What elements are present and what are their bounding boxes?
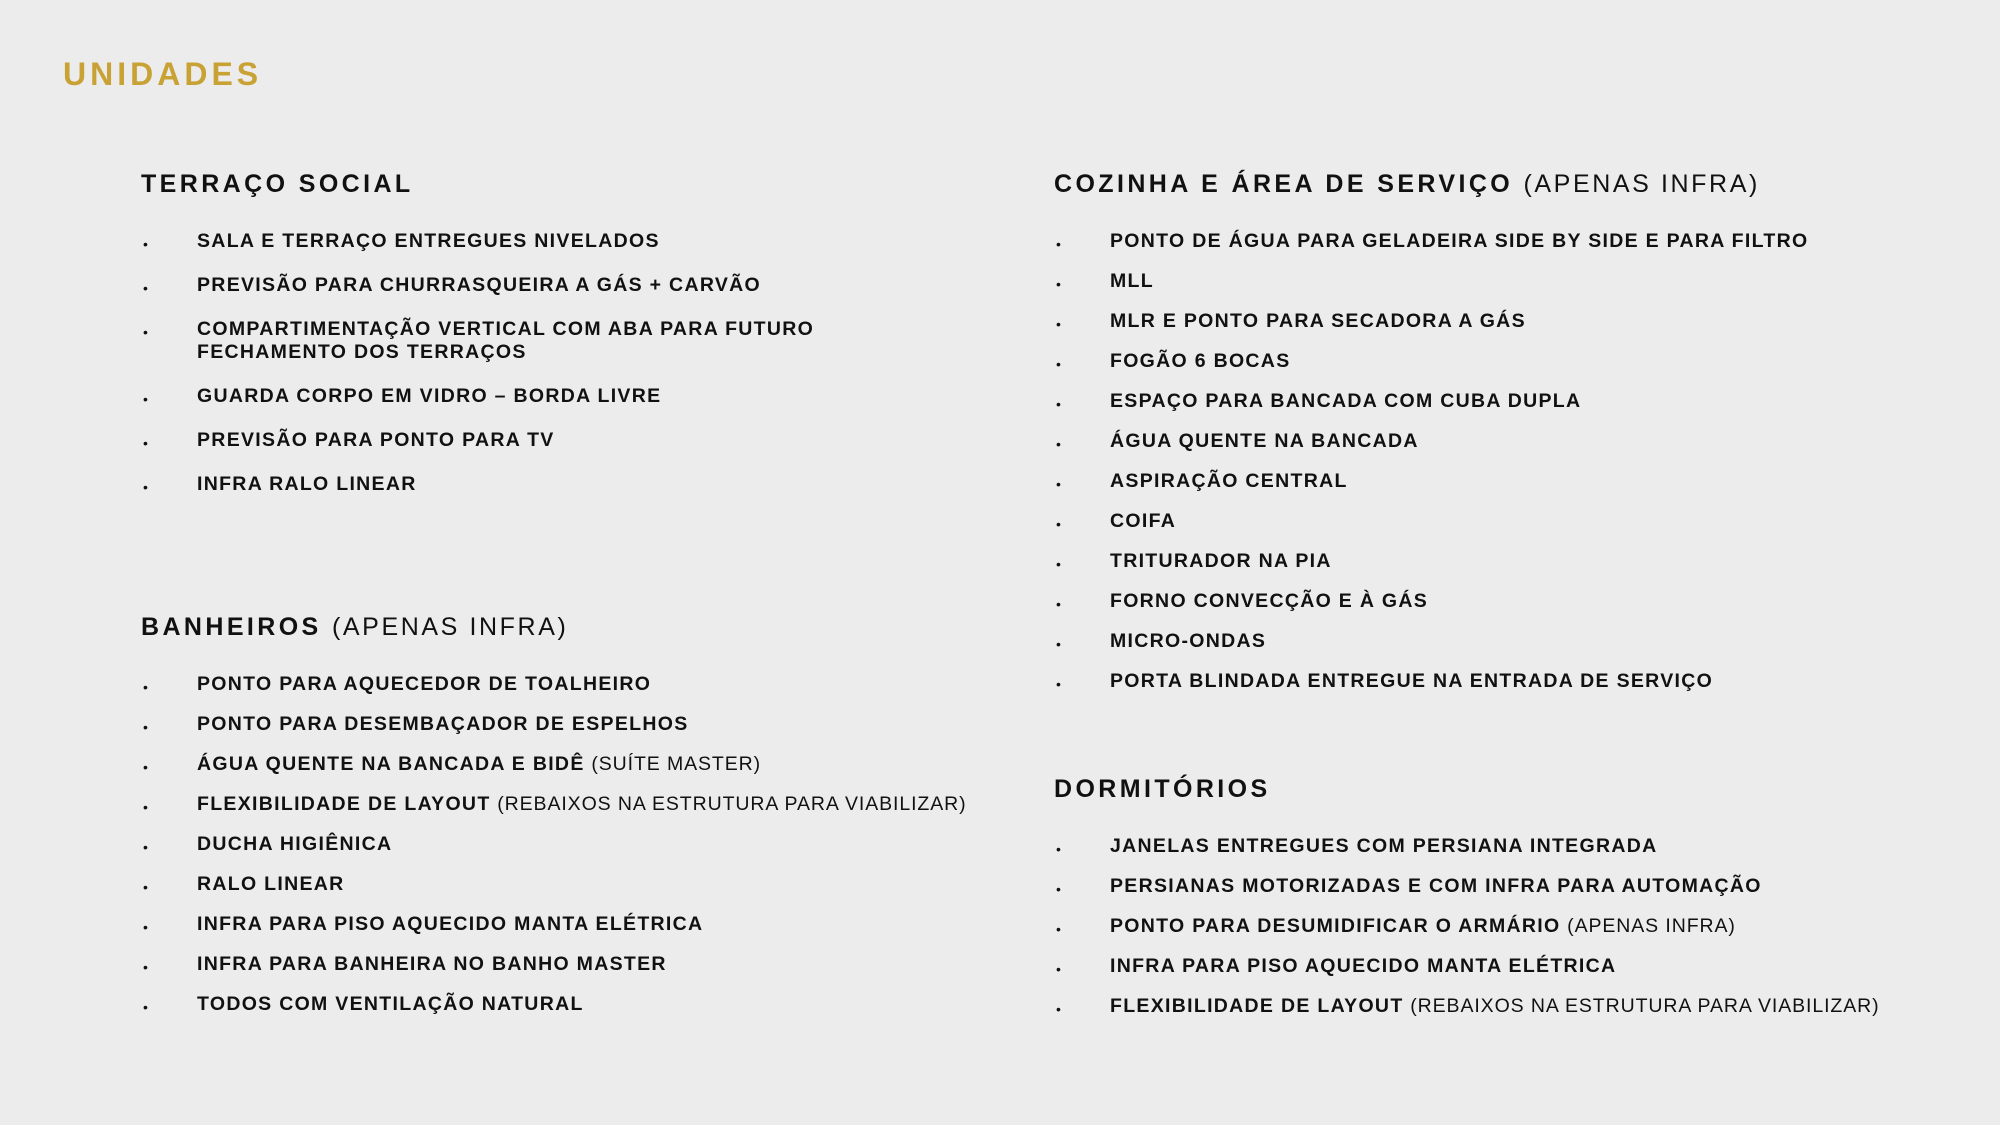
item-text: MLL bbox=[1110, 270, 1154, 292]
list-item bbox=[1054, 430, 1808, 453]
list-item bbox=[1054, 995, 1880, 1018]
item-text: INFRA PARA PISO AQUECIDO MANTA ELÉTRICA bbox=[1110, 955, 1617, 977]
list-item bbox=[1054, 835, 1880, 858]
item-text: TRITURADOR NA PIA bbox=[1110, 550, 1332, 572]
item-note: (REBAIXOS NA ESTRUTURA PARA VIABILIZAR) bbox=[1410, 995, 1880, 1017]
item-text: PORTA BLINDADA ENTREGUE NA ENTRADA DE SERVIÇO bbox=[1110, 670, 1714, 692]
bullet-icon: • bbox=[1056, 556, 1063, 572]
item-text: SALA E TERRAÇO ENTREGUES NIVELADOS bbox=[197, 230, 660, 252]
bullet-icon: • bbox=[143, 236, 150, 252]
list-item bbox=[141, 833, 967, 856]
section-heading bbox=[1054, 172, 1808, 197]
list-item bbox=[1054, 875, 1880, 898]
list-item bbox=[1054, 915, 1880, 938]
list-item bbox=[141, 274, 814, 297]
list-item bbox=[141, 318, 814, 364]
item-text: JANELAS ENTREGUES COM PERSIANA INTEGRADA bbox=[1110, 835, 1658, 857]
item-text: ASPIRAÇÃO CENTRAL bbox=[1110, 470, 1348, 492]
bullet-icon: • bbox=[143, 999, 150, 1015]
bullet-icon: • bbox=[143, 435, 150, 451]
item-list bbox=[141, 230, 814, 496]
section-banheiros bbox=[141, 615, 967, 1033]
bullet-icon: • bbox=[1056, 276, 1063, 292]
list-item bbox=[141, 753, 967, 776]
bullet-icon: • bbox=[1056, 961, 1063, 977]
bullet-icon: • bbox=[1056, 596, 1063, 612]
section-heading-note: (APENAS INFRA) bbox=[331, 613, 569, 641]
list-item bbox=[1054, 955, 1880, 978]
list-item bbox=[1054, 550, 1808, 573]
section-heading-note: (APENAS INFRA) bbox=[1523, 170, 1760, 198]
section-dormitorios bbox=[1054, 777, 1880, 1035]
item-list bbox=[1054, 835, 1880, 1018]
bullet-icon: • bbox=[143, 919, 150, 935]
item-text: FLEXIBILIDADE DE LAYOUT bbox=[1110, 995, 1404, 1017]
page-title: UNIDADES bbox=[63, 56, 263, 92]
bullet-icon: • bbox=[1056, 881, 1063, 897]
item-text: FLEXIBILIDADE DE LAYOUT bbox=[197, 793, 491, 815]
section-heading bbox=[141, 615, 967, 640]
bullet-icon: • bbox=[1056, 1001, 1063, 1017]
section-heading-title: TERRAÇO SOCIAL bbox=[141, 170, 414, 198]
item-text: FORNO CONVECÇÃO E À GÁS bbox=[1110, 590, 1429, 612]
bullet-icon: • bbox=[1056, 356, 1063, 372]
item-text: INFRA PARA PISO AQUECIDO MANTA ELÉTRICA bbox=[197, 913, 704, 935]
list-item bbox=[1054, 310, 1808, 333]
bullet-icon: • bbox=[1056, 921, 1063, 937]
item-text-line-2: FECHAMENTO DOS TERRAÇOS bbox=[197, 341, 527, 363]
item-text: INFRA PARA BANHEIRA NO BANHO MASTER bbox=[197, 953, 667, 975]
list-item bbox=[141, 953, 967, 976]
bullet-icon: • bbox=[143, 679, 150, 695]
item-text-line-1: COMPARTIMENTAÇÃO VERTICAL COM ABA PARA FUTURO bbox=[197, 318, 815, 340]
bullet-icon: • bbox=[143, 799, 150, 815]
list-item bbox=[1054, 510, 1808, 533]
item-text: MLR E PONTO PARA SECADORA A GÁS bbox=[1110, 310, 1526, 332]
item-note: (APENAS INFRA) bbox=[1567, 915, 1736, 937]
item-text: TODOS COM VENTILAÇÃO NATURAL bbox=[197, 993, 584, 1015]
item-text: MICRO-ONDAS bbox=[1110, 630, 1267, 652]
list-item bbox=[141, 385, 814, 408]
item-text: ÁGUA QUENTE NA BANCADA E BIDÊ bbox=[197, 753, 585, 775]
item-text: PONTO DE ÁGUA PARA GELADEIRA SIDE BY SIDE E PARA FILTRO bbox=[1110, 230, 1809, 252]
list-item bbox=[141, 429, 814, 452]
bullet-icon: • bbox=[1056, 236, 1063, 252]
bullet-icon: • bbox=[143, 959, 150, 975]
item-text: ÁGUA QUENTE NA BANCADA bbox=[1110, 430, 1419, 452]
bullet-icon: • bbox=[143, 879, 150, 895]
section-heading-title: BANHEIROS bbox=[141, 613, 322, 641]
section-heading bbox=[1054, 777, 1880, 802]
item-text: PREVISÃO PARA PONTO PARA TV bbox=[197, 429, 555, 451]
list-item bbox=[141, 873, 967, 896]
list-item bbox=[1054, 390, 1808, 413]
bullet-icon: • bbox=[1056, 316, 1063, 332]
list-item bbox=[141, 473, 814, 496]
list-item bbox=[141, 230, 814, 253]
list-item bbox=[141, 713, 967, 736]
bullet-icon: • bbox=[1056, 436, 1063, 452]
bullet-icon: • bbox=[1056, 516, 1063, 532]
item-text: COIFA bbox=[1110, 510, 1177, 532]
item-text: DUCHA HIGIÊNICA bbox=[197, 833, 393, 855]
section-heading bbox=[141, 172, 814, 197]
list-item bbox=[1054, 590, 1808, 613]
bullet-icon: • bbox=[1056, 476, 1063, 492]
item-text: GUARDA CORPO EM VIDRO – BORDA LIVRE bbox=[197, 385, 662, 407]
bullet-icon: • bbox=[143, 839, 150, 855]
list-item bbox=[141, 673, 967, 696]
item-list bbox=[141, 673, 967, 1016]
list-item bbox=[1054, 470, 1808, 493]
item-text: PONTO PARA DESUMIDIFICAR O ARMÁRIO bbox=[1110, 915, 1561, 937]
item-text: PERSIANAS MOTORIZADAS E COM INFRA PARA AUTOMAÇÃO bbox=[1110, 875, 1762, 897]
list-item bbox=[141, 993, 967, 1016]
item-text: INFRA RALO LINEAR bbox=[197, 473, 417, 495]
section-heading-title: COZINHA E ÁREA DE SERVIÇO bbox=[1054, 170, 1514, 198]
section-cozinha-area-servico bbox=[1054, 172, 1808, 710]
bullet-icon: • bbox=[1056, 636, 1063, 652]
item-note: (REBAIXOS NA ESTRUTURA PARA VIABILIZAR) bbox=[497, 793, 967, 815]
bullet-icon: • bbox=[143, 719, 150, 735]
list-item bbox=[1054, 270, 1808, 293]
bullet-icon: • bbox=[143, 391, 150, 407]
item-text: RALO LINEAR bbox=[197, 873, 345, 895]
item-text: PONTO PARA AQUECEDOR DE TOALHEIRO bbox=[197, 673, 652, 695]
section-heading-title: DORMITÓRIOS bbox=[1054, 775, 1271, 803]
list-item bbox=[1054, 230, 1808, 253]
bullet-icon: • bbox=[143, 759, 150, 775]
list-item bbox=[141, 793, 967, 816]
list-item bbox=[1054, 350, 1808, 373]
item-list bbox=[1054, 230, 1808, 693]
section-terraco-social bbox=[141, 172, 814, 517]
item-text: PONTO PARA DESEMBAÇADOR DE ESPELHOS bbox=[197, 713, 689, 735]
item-note: (SUÍTE MASTER) bbox=[591, 753, 762, 775]
item-text: ESPAÇO PARA BANCADA COM CUBA DUPLA bbox=[1110, 390, 1582, 412]
bullet-icon: • bbox=[1056, 841, 1063, 857]
list-item bbox=[141, 913, 967, 936]
bullet-icon: • bbox=[1056, 676, 1063, 692]
item-text: FOGÃO 6 BOCAS bbox=[1110, 350, 1291, 372]
bullet-icon: • bbox=[143, 479, 150, 495]
bullet-icon: • bbox=[1056, 396, 1063, 412]
bullet-icon: • bbox=[143, 280, 150, 296]
list-item bbox=[1054, 670, 1808, 693]
item-text: PREVISÃO PARA CHURRASQUEIRA A GÁS + CARVÃO bbox=[197, 274, 762, 296]
bullet-icon: • bbox=[143, 324, 150, 340]
list-item bbox=[1054, 630, 1808, 653]
